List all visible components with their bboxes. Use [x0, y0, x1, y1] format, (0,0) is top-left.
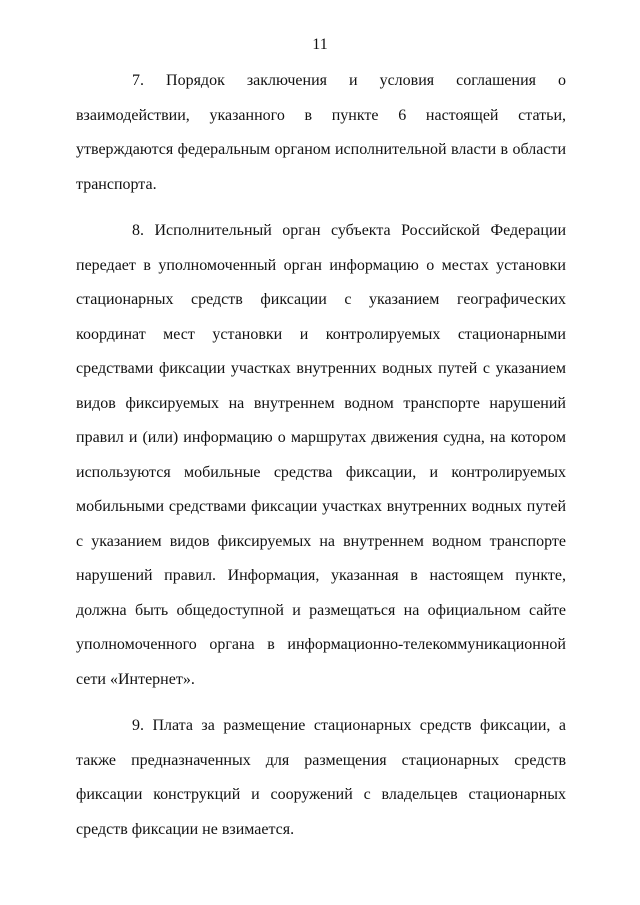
document-body [76, 64, 566, 859]
page-number: 11 [312, 36, 328, 53]
paragraph-9: 9. Плата за размещение стационарных средств фиксации, а также предназначенных для размещения стационарных средств фиксации конструкций и сооружений с владельцев стационарных средств фиксации не взимается. [76, 717, 566, 838]
paragraph-7: 7. Порядок заключения и условия соглашения о взаимодействии, указанного в пункте 6 настоящей статьи, утверждаются федеральным органом исполнительной власти в области транспорта. [76, 72, 566, 193]
paragraph-8: 8. Исполнительный орган субъекта Российской Федерации передает в уполномоченный орган информацию о местах установки стационарных средств фиксации с указанием географических координат мест установки и контролируемых стационарными средствами фиксации участках внутренних водных путей с указанием видов фиксируемых на внутреннем водном транспорте нарушений правил и (или) информацию о маршрутах движения судна, на котором используются мобильные средства фиксации, и контролируемых мобильными средствами фиксации участках внутренних водных путей с указанием видов фиксируемых на внутреннем водном транспорте нарушений правил. Информация, указанная в настоящем пункте, должна быть общедоступной и размещаться на официальном сайте уполномоченного органа в информационно-телекоммуникационной сети «Интернет». [76, 222, 566, 688]
